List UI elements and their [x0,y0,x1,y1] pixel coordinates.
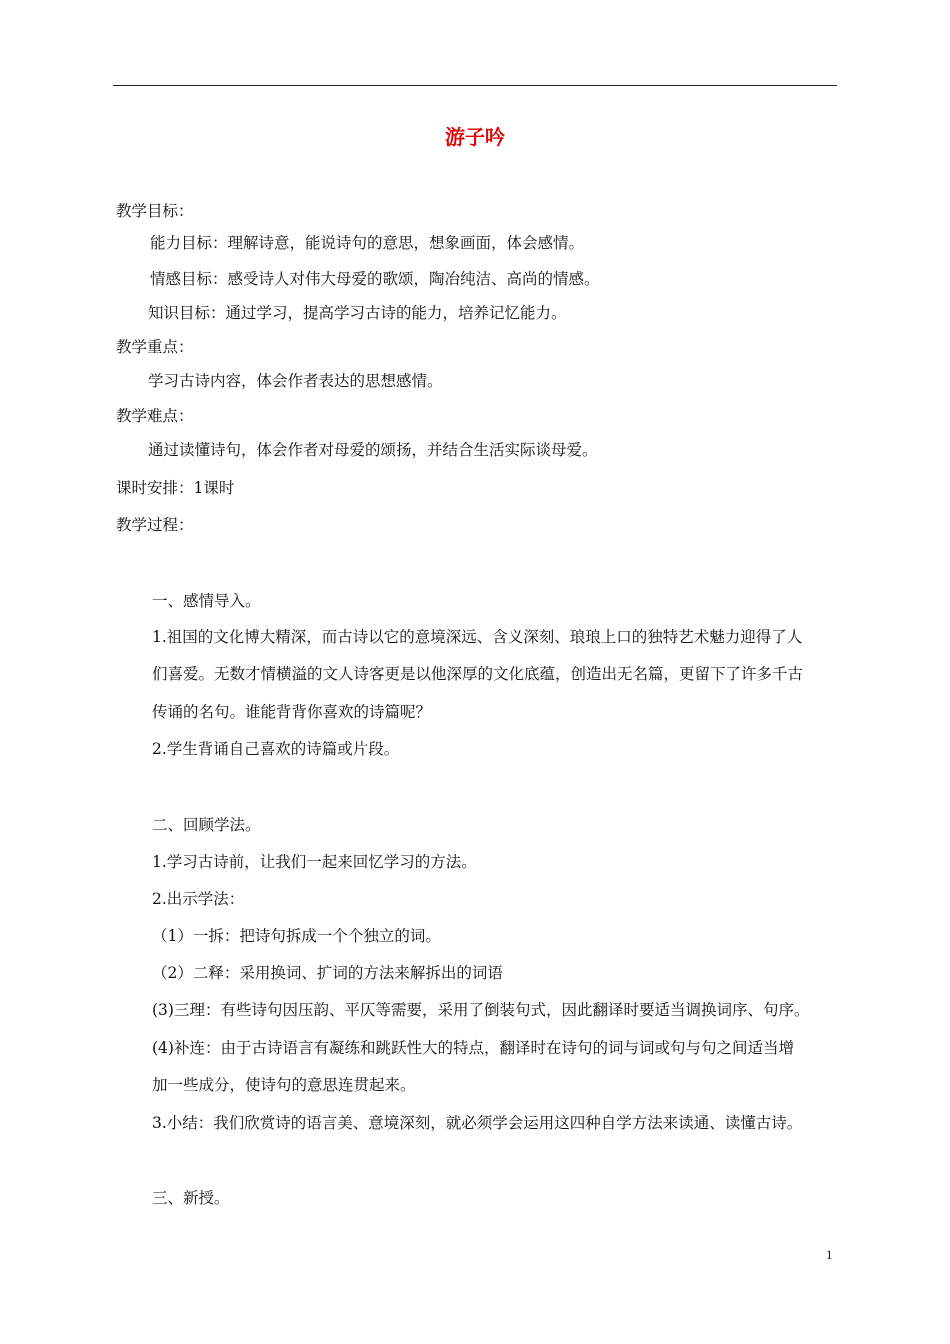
paragraph-line: 能力目标：理解诗意，能说诗句的意思，想象画面，体会感情。 [150,234,585,252]
section-heading-objectives: 教学目标： [116,202,194,220]
page-number: 1 [826,1247,833,1262]
paragraph-line: 学习古诗内容，体会作者表达的思想感情。 [148,372,443,390]
section-heading-process: 教学过程： [116,516,194,534]
section-heading-focus: 教学重点： [116,338,194,356]
paragraph-line: 1.学习古诗前，让我们一起来回忆学习的方法。 [152,853,477,871]
paragraph-line: （2）二释：采用换词、扩词的方法来解拆出的词语 [152,964,503,982]
section-heading-schedule: 课时安排：1课时 [116,479,235,497]
paragraph-line: 2.学生背诵自己喜欢的诗篇或片段。 [152,740,400,758]
header-rule [113,85,837,86]
paragraph-line: 知识目标：通过学习，提高学习古诗的能力，培养记忆能力。 [148,304,567,322]
section-heading-difficulty: 教学难点： [116,407,194,425]
paragraph-line: 们喜爱。无数才情横溢的文人诗客更是以他深厚的文化底蕴，创造出无名篇，更留下了许多千古 [152,665,804,683]
paragraph-line: 2.出示学法： [152,890,245,908]
document-title: 游子吟 [445,125,505,149]
paragraph-line: 3.小结：我们欣赏诗的语言美、意境深刻，就必须学会运用这四种自学方法来读通、读懂古诗。 [152,1114,803,1132]
paragraph-line: (3)三理：有些诗句因压韵、平仄等需要，采用了倒装句式，因此翻译时要适当调换词序、句序。 [152,1001,810,1019]
paragraph-line: (4)补连：由于古诗语言有凝练和跳跃性大的特点，翻译时在诗句的词与词或句与句之间适当增 [152,1039,794,1057]
step-heading: 二、回顾学法。 [152,816,261,834]
paragraph-line: 传诵的名句。谁能背背你喜欢的诗篇呢？ [152,703,432,721]
paragraph-line: 1.祖国的文化博大精深，而古诗以它的意境深远、含义深刻、琅琅上口的独特艺术魅力迎得了人 [152,628,803,646]
paragraph-line: 情感目标：感受诗人对伟大母爱的歌颂，陶冶纯洁、高尚的情感。 [150,270,600,288]
step-heading: 三、新授。 [152,1189,230,1207]
step-heading: 一、感情导入。 [152,592,261,610]
paragraph-line: 加一些成分，使诗句的意思连贯起来。 [152,1076,416,1094]
paragraph-line: （1）一拆：把诗句拆成一个个独立的词。 [152,927,441,945]
paragraph-line: 通过读懂诗句，体会作者对母爱的颂扬，并结合生活实际谈母爱。 [148,441,598,459]
